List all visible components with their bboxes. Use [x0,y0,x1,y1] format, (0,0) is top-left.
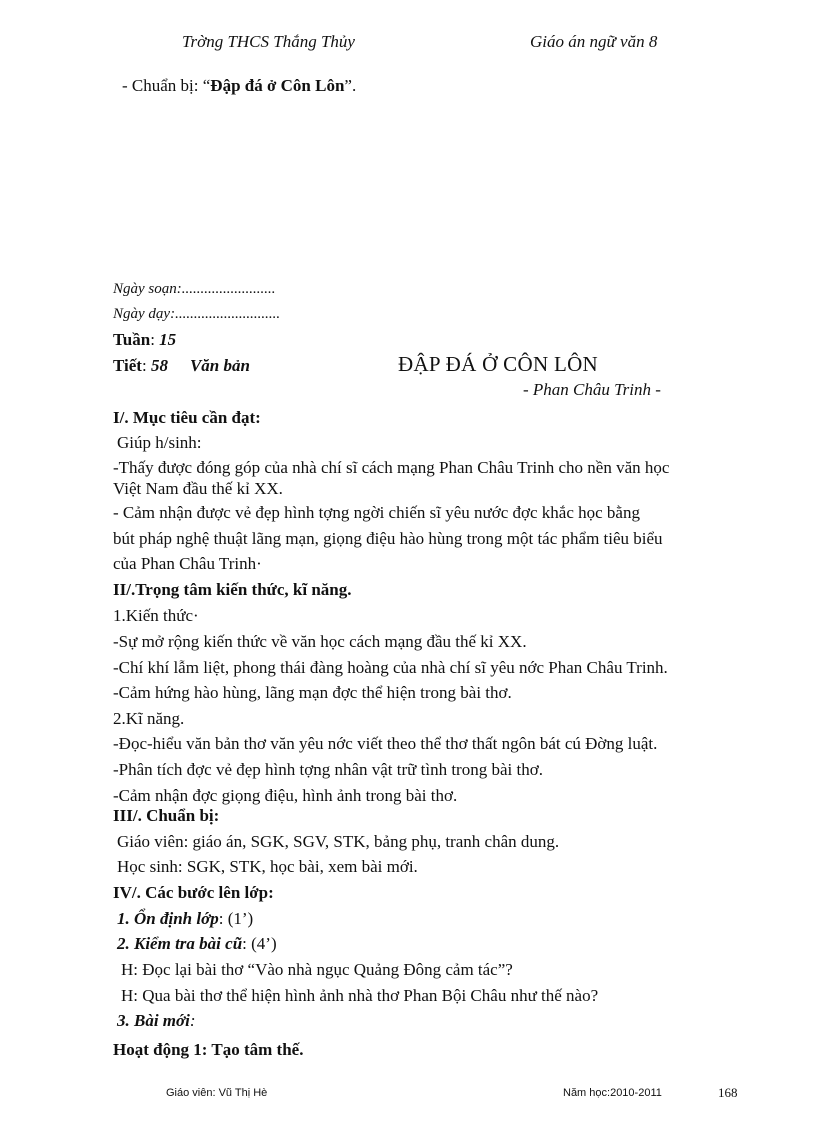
step-3-rest: : [189,1011,196,1030]
teacher-materials: Giáo viên: giáo án, SGK, SGV, STK, bảng phụ, tranh chân dung. [117,832,560,851]
activity-1-heading: Hoạt động 1: Tạo tâm thế. [113,1040,304,1059]
step-2-label: 2. Kiểm tra bài cũ [117,934,243,953]
knowledge-item-1: -Sự mở rộng kiến thức về văn học cách mạng đầu thế kỉ XX. [113,632,527,651]
step-1-label: 1. Ổn định lớp [117,909,219,928]
skill-item-2: -Phân tích đợc vẻ đẹp hình tợng nhân vật trữ tình trong bài thơ. [113,760,543,779]
week-label: Tuần [113,330,151,349]
lesson-line [113,356,250,376]
date-taught: Ngày dạy:............................ [113,306,281,322]
lesson-number: 58 [150,356,168,375]
objective-line-3: - Cảm nhận được vẻ đẹp hình tợng ngời chiến sĩ yêu nước đợc khắc học bằng [113,503,640,522]
review-question-1: H: Đọc lại bài thơ “Vào nhà ngục Quảng Đông cảm tác”? [121,960,513,979]
week-sep: : [150,330,160,349]
knowledge-item-2: -Chí khí lẫm liệt, phong thái đàng hoàng của nhà chí sĩ yêu nớc Phan Châu Trinh. [113,658,668,677]
skills-heading: 2.Kĩ năng. [113,709,185,728]
prep-line [122,76,356,96]
header-school: Trờng THCS Thắng Thủy [182,32,355,51]
step-3 [117,1011,196,1031]
lesson-type: Văn bản [189,356,250,375]
header-subject: Giáo án ngữ văn 8 [530,32,658,51]
section1-heading: I/. Mục tiêu cần đạt: [113,408,261,427]
objective-line-5: của Phan Châu Trinh· [113,554,262,573]
step-2-rest: : (4’) [242,934,277,953]
prep-prefix: - Chuẩn bị: “ [122,76,211,95]
objective-line-2: Việt Nam đầu thế kỉ XX. [113,479,283,498]
week-value: 15 [159,330,177,349]
objective-line-4: bút pháp nghệ thuật lãng mạn, giọng điệu hào hùng trong một tác phẩm tiêu biểu [113,529,663,548]
section3-heading: III/. Chuẩn bị: [113,806,220,825]
step-2 [117,934,277,954]
prep-suffix: ”. [344,76,357,95]
knowledge-heading: 1.Kiến thức· [113,606,199,625]
review-question-2: H: Qua bài thơ thể hiện hình ảnh nhà thơ Phan Bội Châu như thế nào? [121,986,599,1005]
week-line [113,330,176,350]
section4-heading: IV/. Các bước lên lớp: [113,883,274,902]
section1-intro: Giúp h/sinh: [117,433,202,452]
knowledge-item-3: -Cảm hứng hào hùng, lãng mạn đợc thể hiện trong bài thơ. [113,683,512,702]
section2-heading: II/.Trọng tâm kiến thức, kĩ năng. [113,580,352,599]
lesson-title: ĐẬP ĐÁ Ở CÔN LÔN [398,352,599,376]
skill-item-3: -Cảm nhận đợc giọng điệu, hình ảnh trong bài thơ. [113,786,458,805]
lesson-author: - Phan Châu Trinh - [523,380,661,399]
prep-lesson-name: Đập đá ở Côn Lôn [210,76,345,95]
skill-item-1: -Đọc-hiểu văn bản thơ văn yêu nớc viết theo thể thơ thất ngôn bát cú Đờng luật. [113,734,658,753]
step-1 [117,909,253,929]
lesson-label: Tiết [113,356,142,375]
footer-teacher: Giáo viên: Vũ Thị Hè [166,1087,268,1099]
student-materials: Học sinh: SGK, STK, học bài, xem bài mới. [117,857,418,876]
date-prepared: Ngày soạn:......................... [113,281,276,297]
page-number: 168 [718,1085,738,1100]
footer-year: Năm học:2010-2011 [563,1087,662,1099]
objective-line-1: -Thấy được đóng góp của nhà chí sĩ cách mạng Phan Châu Trinh cho nền văn học [113,458,670,477]
lesson-sep: : [141,356,151,375]
step-3-label: 3. Bài mới [117,1011,190,1030]
step-1-rest: : (1’) [218,909,254,928]
